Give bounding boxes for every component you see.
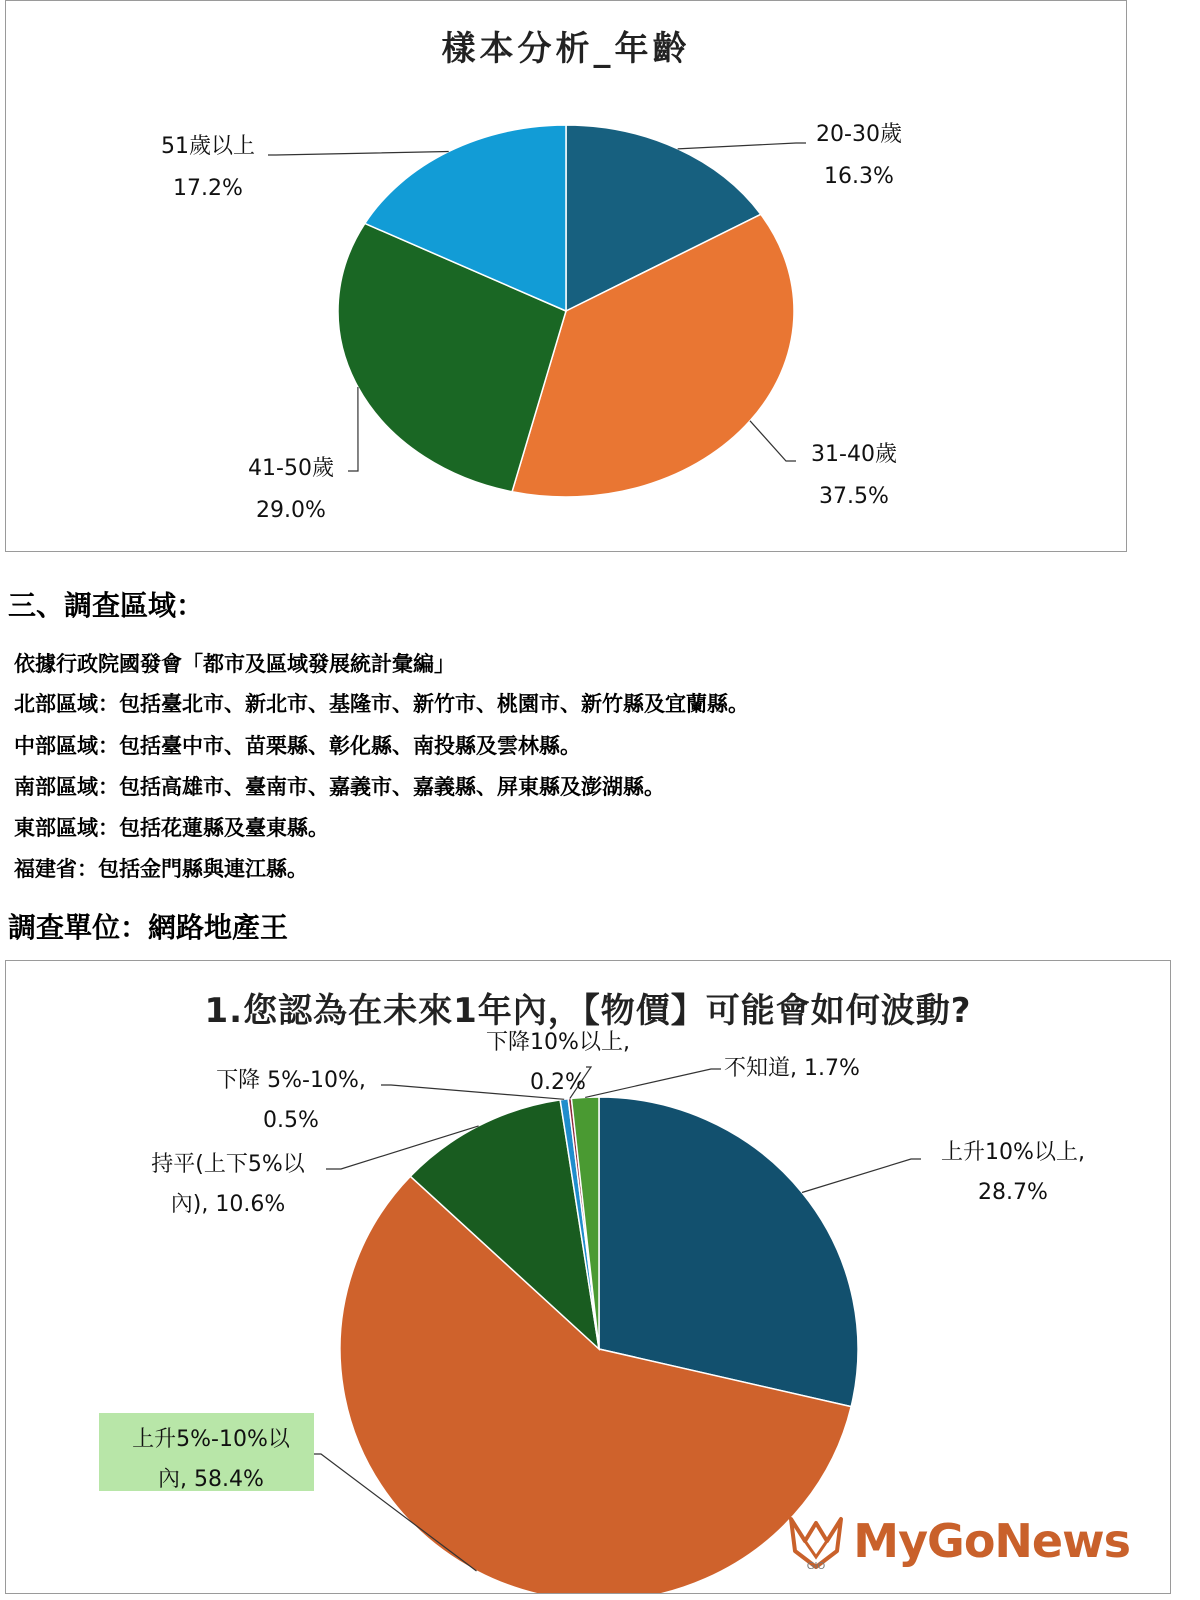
leader-line bbox=[585, 1069, 721, 1097]
data-label: 0.5% bbox=[263, 1108, 319, 1133]
data-label: 上升5%-10%以 bbox=[132, 1427, 290, 1452]
price-pie-chart bbox=[5, 960, 1171, 1594]
price-pie-svg bbox=[6, 961, 1170, 1593]
data-label: 28.7% bbox=[978, 1180, 1048, 1205]
data-label: 內), 10.6% bbox=[170, 1192, 286, 1217]
data-label: 0.2% bbox=[530, 1070, 586, 1095]
data-label: 31-40歲 bbox=[811, 442, 897, 467]
mygonews-watermark bbox=[787, 1511, 1130, 1571]
region-line: 東部區域：包括花蓮縣及臺東縣。 bbox=[14, 816, 329, 840]
data-label: 下降 5%-10%, bbox=[216, 1068, 366, 1093]
leader-line bbox=[348, 387, 358, 471]
leader-line bbox=[750, 421, 796, 461]
age-pie-svg bbox=[6, 1, 1126, 551]
mygonews-watermark-text: MyGoNews bbox=[853, 1514, 1130, 1568]
chart-title: 樣本分析_年齡 bbox=[441, 29, 691, 69]
mygonews-logo-icon bbox=[787, 1511, 845, 1571]
data-label: 51歲以上 bbox=[161, 134, 255, 159]
data-label: 下降10%以上, bbox=[486, 1030, 630, 1055]
age-pie-chart bbox=[5, 0, 1127, 552]
data-label: 17.2% bbox=[173, 176, 243, 201]
section-heading: 三、調查區域： bbox=[8, 589, 205, 622]
leader-line bbox=[802, 1159, 921, 1193]
leader-line bbox=[678, 143, 806, 149]
data-label: 41-50歲 bbox=[248, 456, 334, 481]
leader-line bbox=[268, 152, 449, 156]
data-label: 持平(上下5%以 bbox=[151, 1152, 305, 1177]
region-line: 北部區域：包括臺北市、新北市、基隆市、新竹市、桃園市、新竹縣及宜蘭縣。 bbox=[14, 692, 749, 716]
region-line: 南部區域：包括高雄市、臺南市、嘉義市、嘉義縣、屏東縣及澎湖縣。 bbox=[14, 775, 665, 799]
survey-unit: 調查單位：網路地產王 bbox=[8, 911, 289, 944]
region-line: 中部區域：包括臺中市、苗栗縣、彰化縣、南投縣及雲林縣。 bbox=[14, 734, 581, 758]
data-label: 20-30歲 bbox=[816, 122, 902, 147]
region-line: 福建省：包括金門縣與連江縣。 bbox=[14, 857, 308, 881]
data-label: 內, 58.4% bbox=[158, 1467, 264, 1492]
data-label: 上升10%以上, bbox=[941, 1140, 1085, 1165]
region-line: 依據行政院國發會「都市及區域發展統計彙編」 bbox=[14, 652, 455, 676]
data-label: 不知道, 1.7% bbox=[724, 1056, 860, 1081]
data-label: 16.3% bbox=[824, 164, 894, 189]
svg-text:GIO: GIO bbox=[807, 1561, 826, 1571]
data-label: 37.5% bbox=[819, 484, 889, 509]
chart-title: 1.您認為在未來1年內，【物價】可能會如何波動? bbox=[204, 991, 972, 1031]
data-label: 29.0% bbox=[256, 498, 326, 523]
